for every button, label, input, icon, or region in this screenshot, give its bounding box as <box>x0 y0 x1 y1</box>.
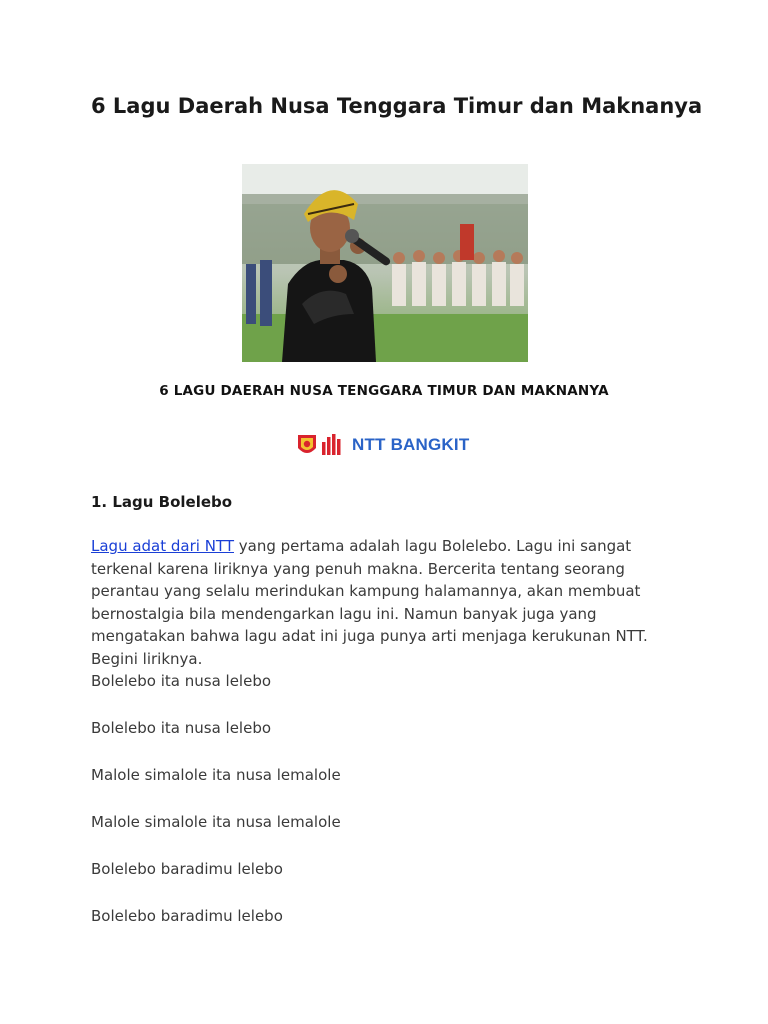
ntt-bangkit-logo <box>296 430 469 460</box>
lyric-line: Bolelebo ita nusa lelebo <box>91 719 272 737</box>
singer-photo <box>242 164 528 362</box>
lyric-line: Malole simalole ita nusa lemalole <box>91 766 341 784</box>
lyric-line: Bolelebo baradimu lelebo <box>91 860 283 878</box>
paragraph-body: yang pertama adalah lagu Bolelebo. Lagu ini sangat terkenal karena liriknya yang penuh makna. Bercerita tentang seorang perantau yang selalu merindukan kampung halamannya, akan membuat bernostalgia bila mendengarkan lagu ini. Namun banyak juga yang mengatakan bahwa lagu adat ini juga punya arti menjaga kerukunan NTT. Begini liriknya. <box>91 537 648 668</box>
section-heading: 1. Lagu Bolelebo <box>91 493 233 511</box>
lyric-line: Bolelebo baradimu lelebo <box>91 907 283 925</box>
lyric-line: Malole simalole ita nusa lemalole <box>91 813 341 831</box>
intro-paragraph <box>91 535 691 671</box>
page-title: 6 Lagu Daerah Nusa Tenggara Timur dan Maknanya <box>91 94 703 118</box>
image-caption: 6 LAGU DAERAH NUSA TENGGARA TIMUR DAN MAKNANYA <box>159 383 609 399</box>
brand-name: NTT BANGKIT <box>352 435 470 454</box>
ntt-song-link[interactable]: Lagu adat dari NTT <box>91 537 234 555</box>
lyric-line: Bolelebo ita nusa lelebo <box>91 672 272 690</box>
ntt-bangkit-emblem-icon <box>296 430 346 460</box>
